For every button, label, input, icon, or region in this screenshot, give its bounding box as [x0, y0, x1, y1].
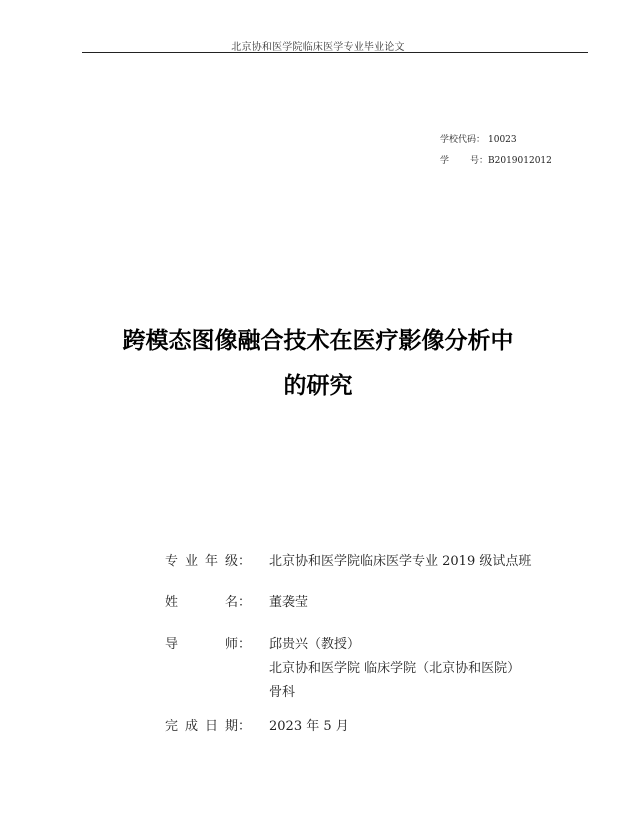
major-value: 北京协和医学院临床医学专业 2019 级试点班	[269, 554, 532, 569]
thesis-title-line-2: 的研究	[283, 372, 353, 399]
school-code-value: 10023	[488, 135, 517, 145]
major-label: 专 业 年 级：	[165, 554, 251, 569]
student-id-value: B2019012012	[488, 156, 552, 166]
advisor-department: 骨科	[269, 685, 296, 700]
major-row	[165, 550, 531, 574]
advisor-name: 邱贵兴（教授）	[269, 637, 361, 652]
thesis-title	[0, 318, 636, 408]
header-divider	[82, 52, 588, 53]
running-header: 北京协和医学院临床医学专业毕业论文	[231, 42, 405, 53]
advisor-institution: 北京协和医学院 临床学院（北京协和医院）	[269, 661, 521, 676]
completion-date-value: 2023 年 5 月	[269, 719, 349, 734]
advisor-value	[269, 633, 520, 705]
thesis-title-line-1: 跨模态图像融合技术在医疗影像分析中	[122, 327, 514, 354]
school-code-row	[440, 130, 552, 151]
name-row	[165, 591, 308, 615]
completion-date-label: 完 成 日 期：	[165, 719, 251, 734]
student-id-label: 学 号：	[440, 156, 488, 166]
name-label: 姓 名：	[165, 595, 251, 610]
student-id-row	[440, 151, 552, 172]
completion-date-row	[165, 715, 349, 739]
name-value: 董袭莹	[269, 595, 309, 610]
advisor-row	[165, 633, 520, 705]
advisor-label: 导 师：	[165, 637, 251, 652]
school-info-block	[440, 130, 552, 172]
school-code-label: 学校代码：	[440, 135, 486, 145]
